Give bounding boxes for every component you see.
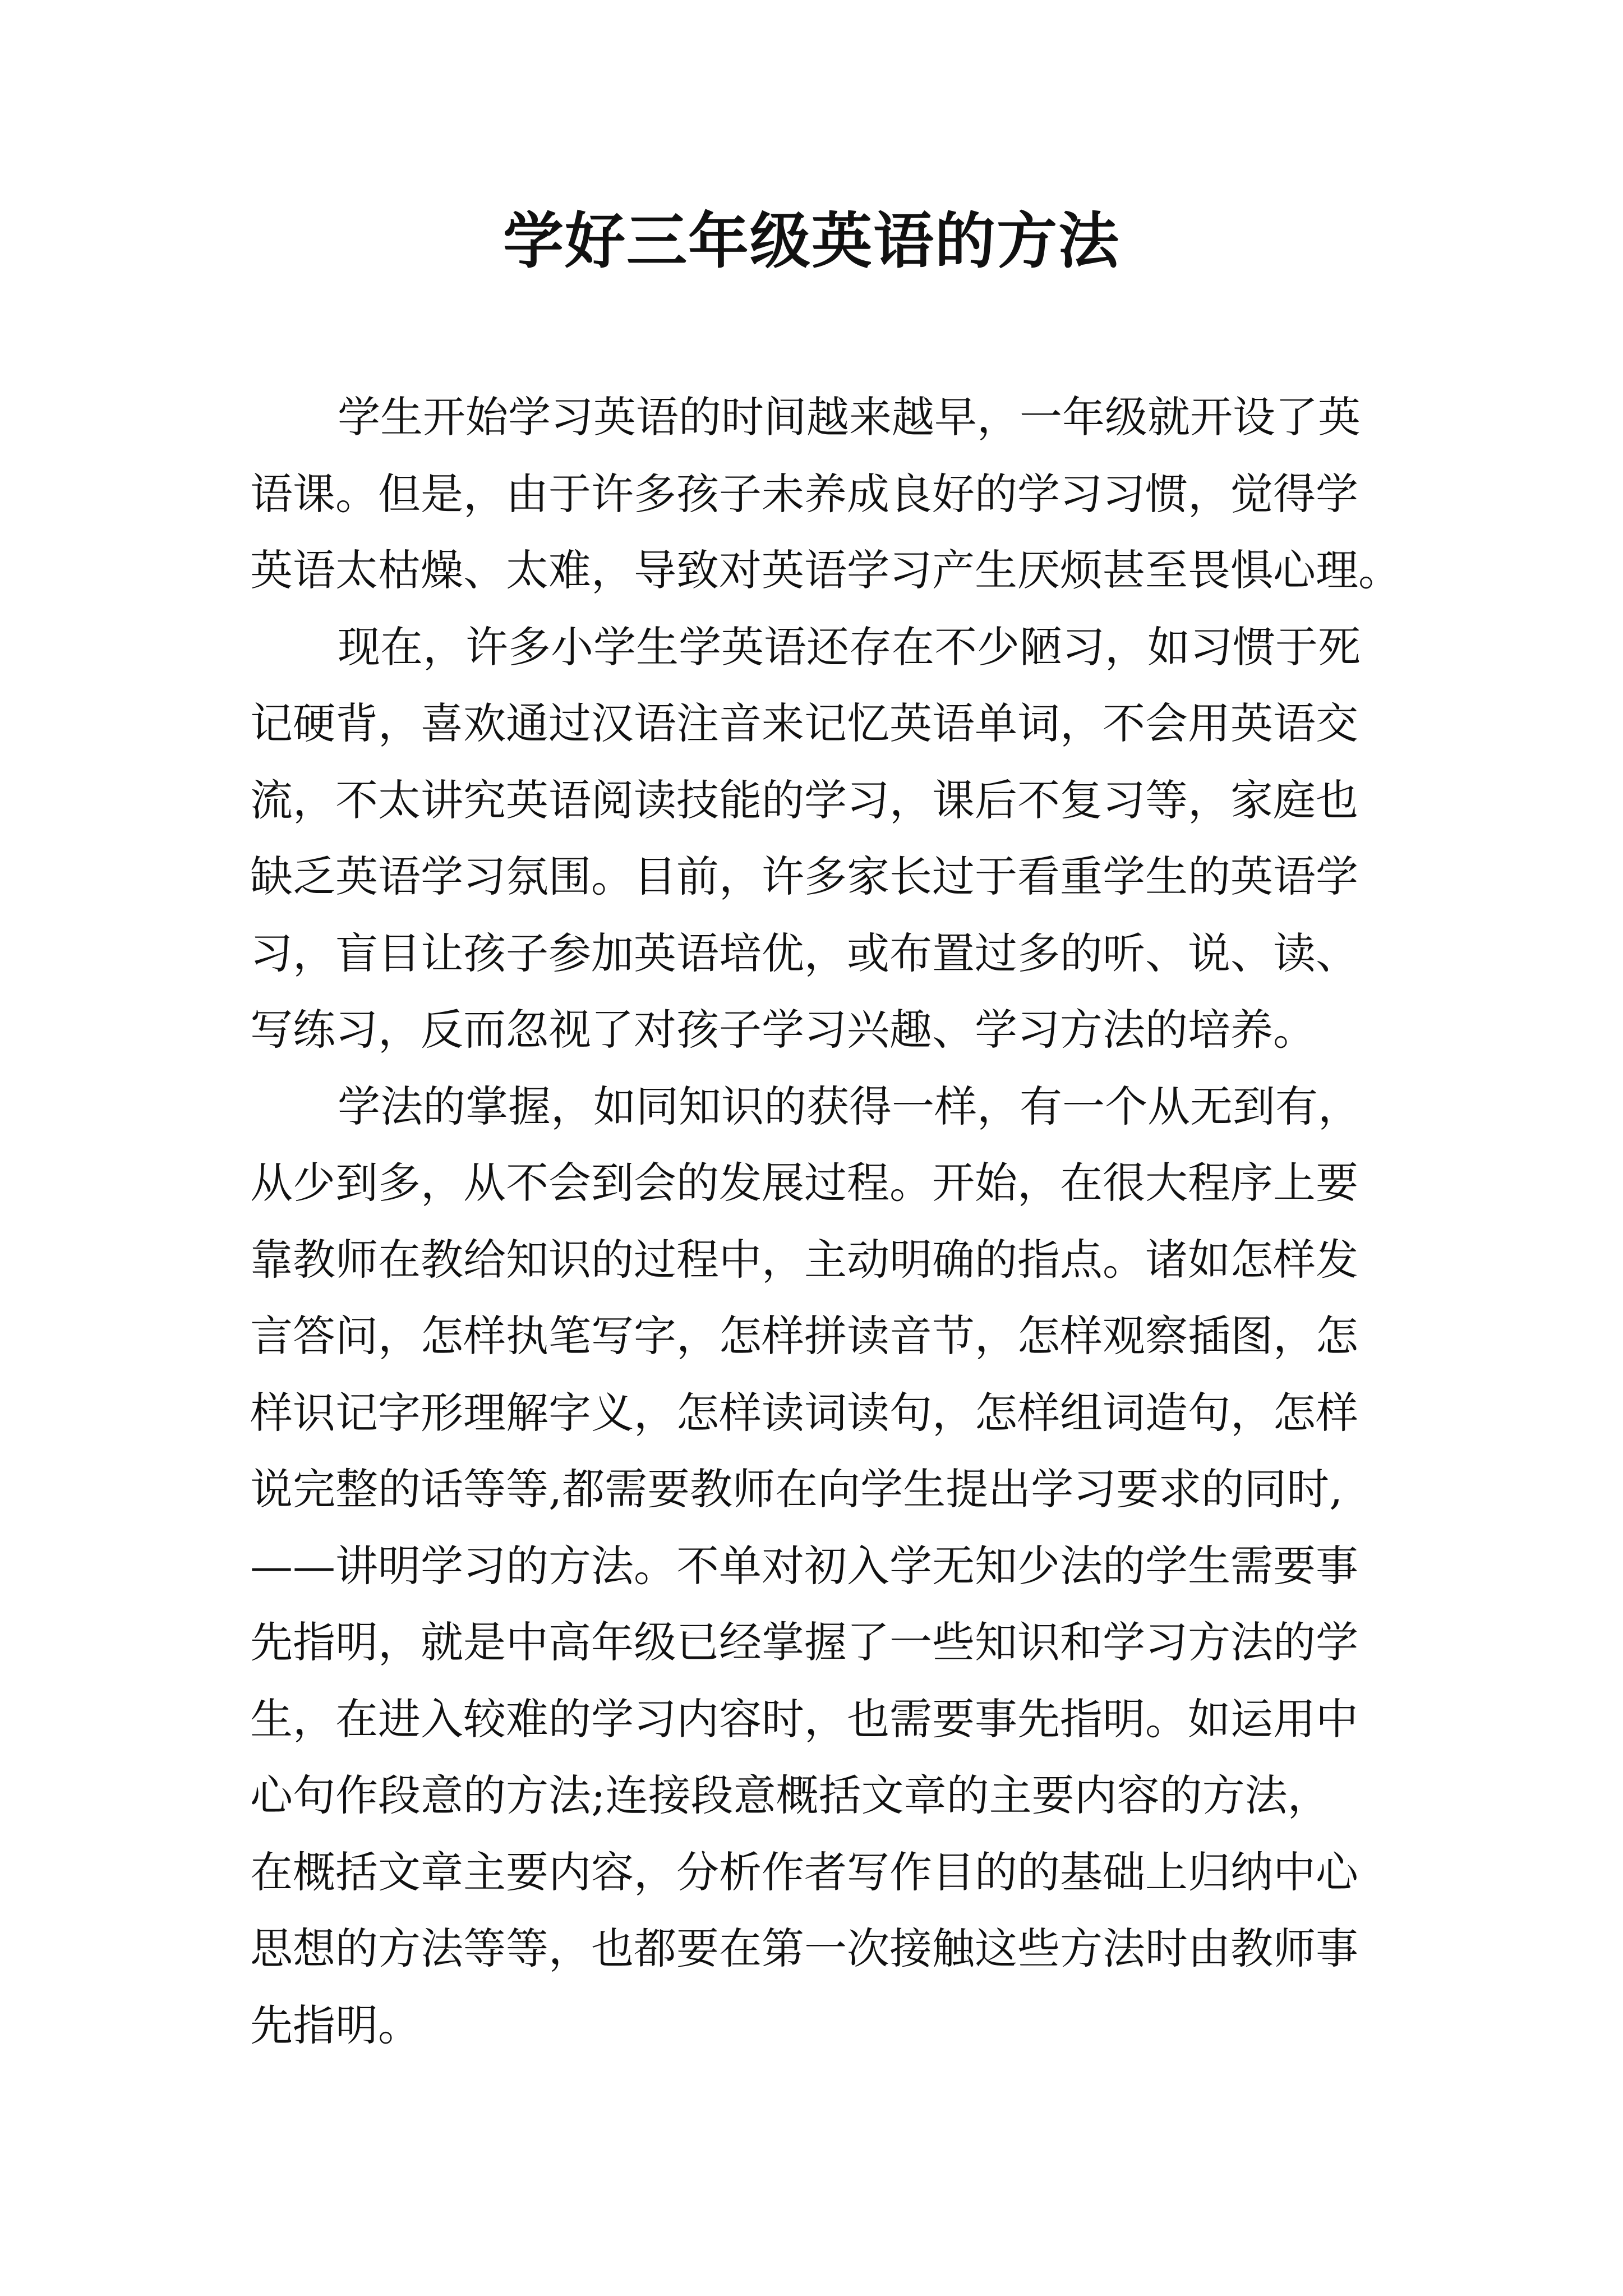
text-line: 记硬背，喜欢通过汉语注音来记忆英语单词，不会用英语交 — [250, 698, 1358, 748]
text-line: 先指明。 — [250, 2000, 421, 2050]
text-line: ——讲明学习的方法。不单对初入学无知少法的学生需要事 — [250, 1540, 1358, 1591]
text-line: 生，在进入较难的学习内容时，也需要事先指明。如运用中 — [250, 1694, 1358, 1744]
text-line: 先指明，就是中高年级已经掌握了一些知识和学习方法的学 — [250, 1617, 1358, 1667]
text-line: 英语太枯燥、太难，导致对英语学习产生厌烦甚至畏惧心理。 — [250, 545, 1401, 595]
text-line: 言答问，怎样执笔写字，怎样拼读音节，怎样观察插图，怎 — [250, 1311, 1358, 1361]
text-line: 说完整的话等等,都需要教师在向学生提出学习要求的同时, — [250, 1464, 1343, 1514]
text-line: 从少到多，从不会到会的发展过程。开始，在很大程序上要 — [250, 1158, 1358, 1208]
text-line: 靠教师在教给知识的过程中，主动明确的指点。诸如怎样发 — [250, 1234, 1358, 1285]
text-line: 学生开始学习英语的时间越来越早，一年级就开设了英 — [338, 392, 1361, 442]
text-line: 现在，许多小学生学英语还存在不少陋习，如习惯于死 — [338, 622, 1361, 672]
document-title: 学好三年级英语的方法 — [502, 206, 1120, 277]
text-line: 学法的掌握，如同知识的获得一样，有一个从无到有， — [338, 1081, 1361, 1131]
text-line: 在概括文章主要内容，分析作者写作目的的基础上归纳中心 — [250, 1847, 1358, 1897]
text-line: 心句作段意的方法;连接段意概括文章的主要内容的方法， — [250, 1770, 1330, 1820]
text-line: 思想的方法等等，也都要在第一次接触这些方法时由教师事 — [250, 1924, 1358, 1973]
text-line: 样识记字形理解字义，怎样读词读句，怎样组词造句，怎样 — [250, 1387, 1358, 1438]
document-body — [250, 379, 1428, 2064]
text-line: 语课。但是，由于许多孩子未养成良好的学习习惯，觉得学 — [250, 468, 1358, 519]
text-line: 流，不太讲究英语阅读技能的学习，课后不复习等，家庭也 — [250, 775, 1358, 825]
text-line: 写练习，反而忽视了对孩子学习兴趣、学习方法的培养。 — [250, 1005, 1316, 1055]
text-line: 习，盲目让孩子参加英语培优，或布置过多的听、说、读、 — [250, 928, 1358, 978]
text-line: 缺乏英语学习氛围。目前，许多家长过于看重学生的英语学 — [250, 852, 1358, 901]
